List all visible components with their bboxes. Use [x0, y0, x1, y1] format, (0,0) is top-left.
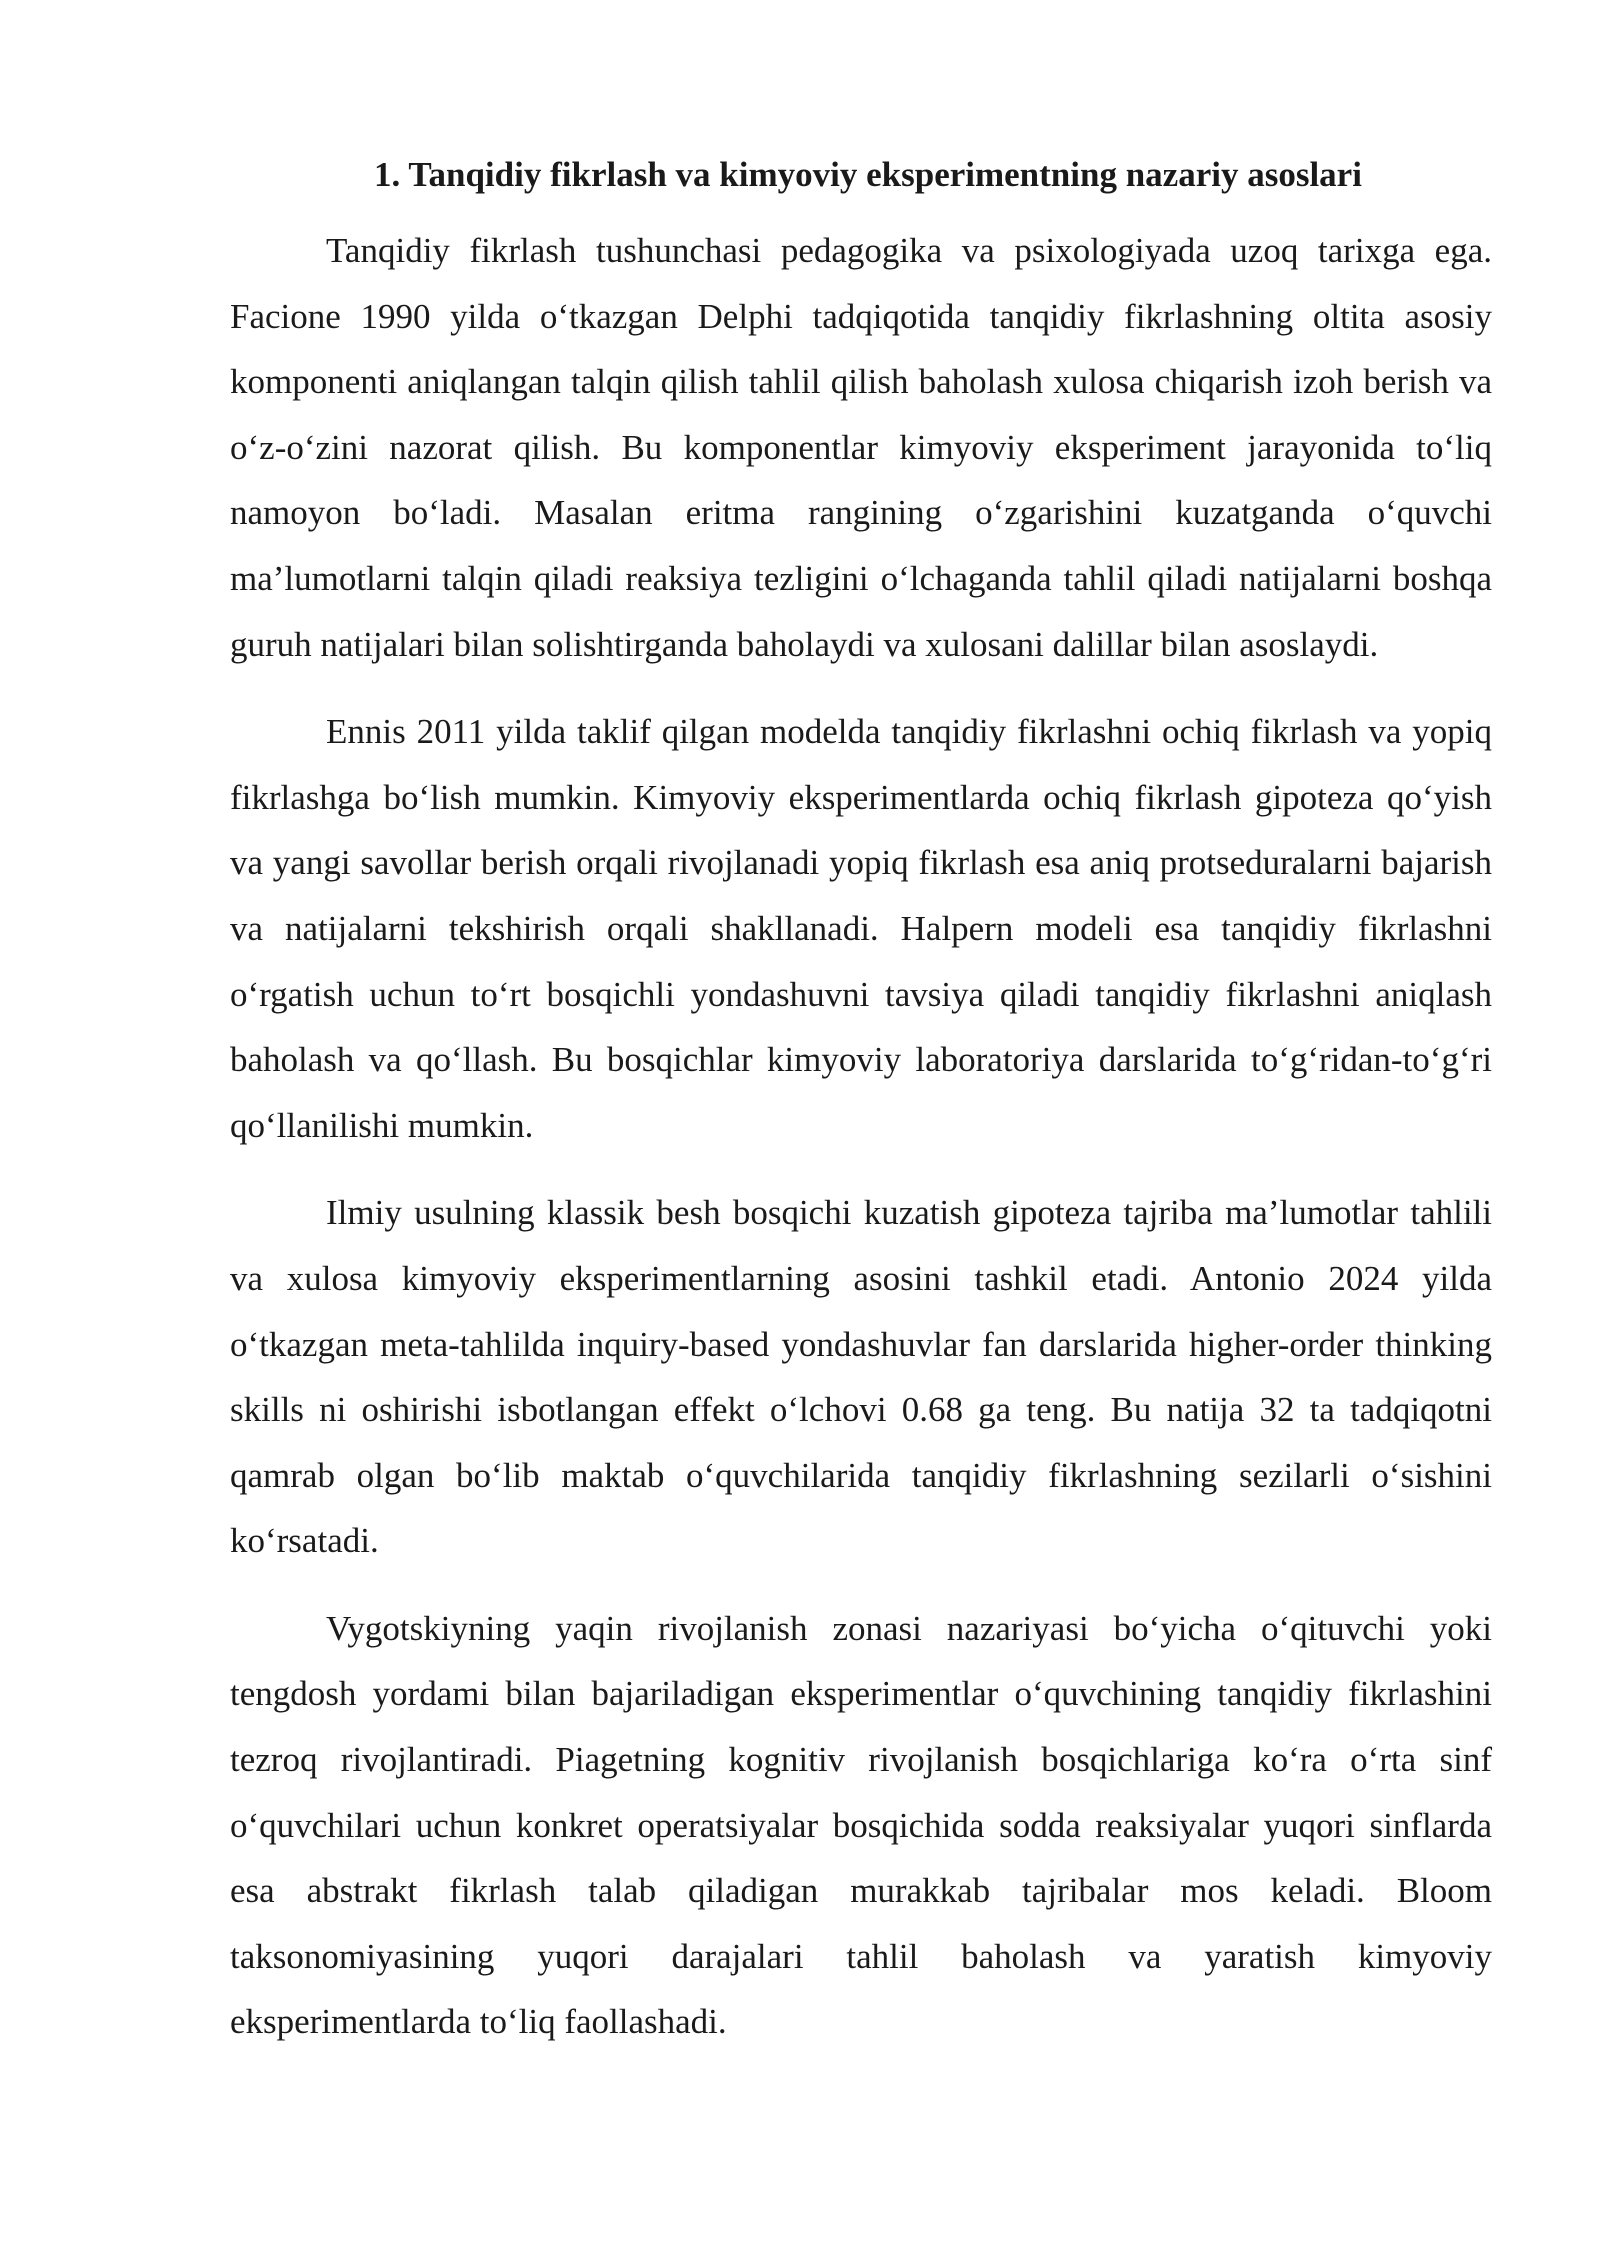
section-heading: 1. Tanqidiy fikrlash va kimyoviy eksperimentning nazariy asoslari [374, 155, 1362, 194]
document-page [230, 150, 1492, 2077]
paragraph-4: Vygotskiyning yaqin rivojlanish zonasi nazariyasi bo‘yicha o‘qituvchi yoki tengdosh yordami bilan bajariladigan eksperimentlar o‘quvchining tanqidiy fikrlashini tezroq rivojlantiradi. Piagetning kognitiv rivojlanish bosqichlariga ko‘ra o‘rta sinf o‘quvchilari uchun konkret operatsiyalar bosqichida sodda reaksiyalar yuqori sinflarda esa abstrakt fikrlash talab qiladigan murakkab tajribalar mos keladi. Bloom taksonomiyasining yuqori darajalari tahlil baholash va yaratish kimyoviy eksperimentlarda to‘liq faollashadi. [230, 1608, 1492, 2042]
paragraph-3: Ilmiy usulning klassik besh bosqichi kuzatish gipoteza tajriba ma’lumotlar tahlili va xulosa kimyoviy eksperimentlarning asosini tashkil etadi. Antonio 2024 yilda o‘tkazgan meta-tahlilda inquiry-based yondashuvlar fan darslarida higher-order thinking skills ni oshirishi isbotlangan effekt o‘lchovi 0.68 ga teng. Bu natija 32 ta tadqiqotni qamrab olgan bo‘lib maktab o‘quvchilarida tanqidiy fikrlashning sezilarli o‘sishini ko‘rsatadi. [230, 1193, 1492, 1561]
paragraph-1: Tanqidiy fikrlash tushunchasi pedagogika va psixologiyada uzoq tarixga ega. Facione 1990 yilda o‘tkazgan Delphi tadqiqotida tanqidiy fikrlashning oltita asosiy komponenti aniqlangan talqin qilish tahlil qilish baholash xulosa chiqarish izoh berish va o‘z-o‘zini nazorat qilish. Bu komponentlar kimyoviy eksperiment jarayonida to‘liq namoyon bo‘ladi. Masalan eritma rangining o‘zgarishini kuzatganda o‘quvchi ma’lumotlarni talqin qiladi reaksiya tezligini o‘lchaganda tahlil qiladi natijalarni boshqa guruh natijalari bilan solishtirganda baholaydi va xulosani dalillar bilan asoslaydi. [230, 231, 1492, 664]
paragraph-2: Ennis 2011 yilda taklif qilgan modelda tanqidiy fikrlashni ochiq fikrlash va yopiq fikrlashga bo‘lish mumkin. Kimyoviy eksperimentlarda ochiq fikrlash gipoteza qo‘yish va yangi savollar berish orqali rivojlanadi yopiq fikrlash esa aniq protseduralarni bajarish va natijalarni tekshirish orqali shakllanadi. Halpern modeli esa tanqidiy fikrlashni o‘rgatish uchun to‘rt bosqichli yondashuvni tavsiya qiladi tanqidiy fikrlashni aniqlash baholash va qo‘llash. Bu bosqichlar kimyoviy laboratoriya darslarida to‘g‘ridan-to‘g‘ri qo‘llanilishi mumkin. [230, 712, 1492, 1145]
